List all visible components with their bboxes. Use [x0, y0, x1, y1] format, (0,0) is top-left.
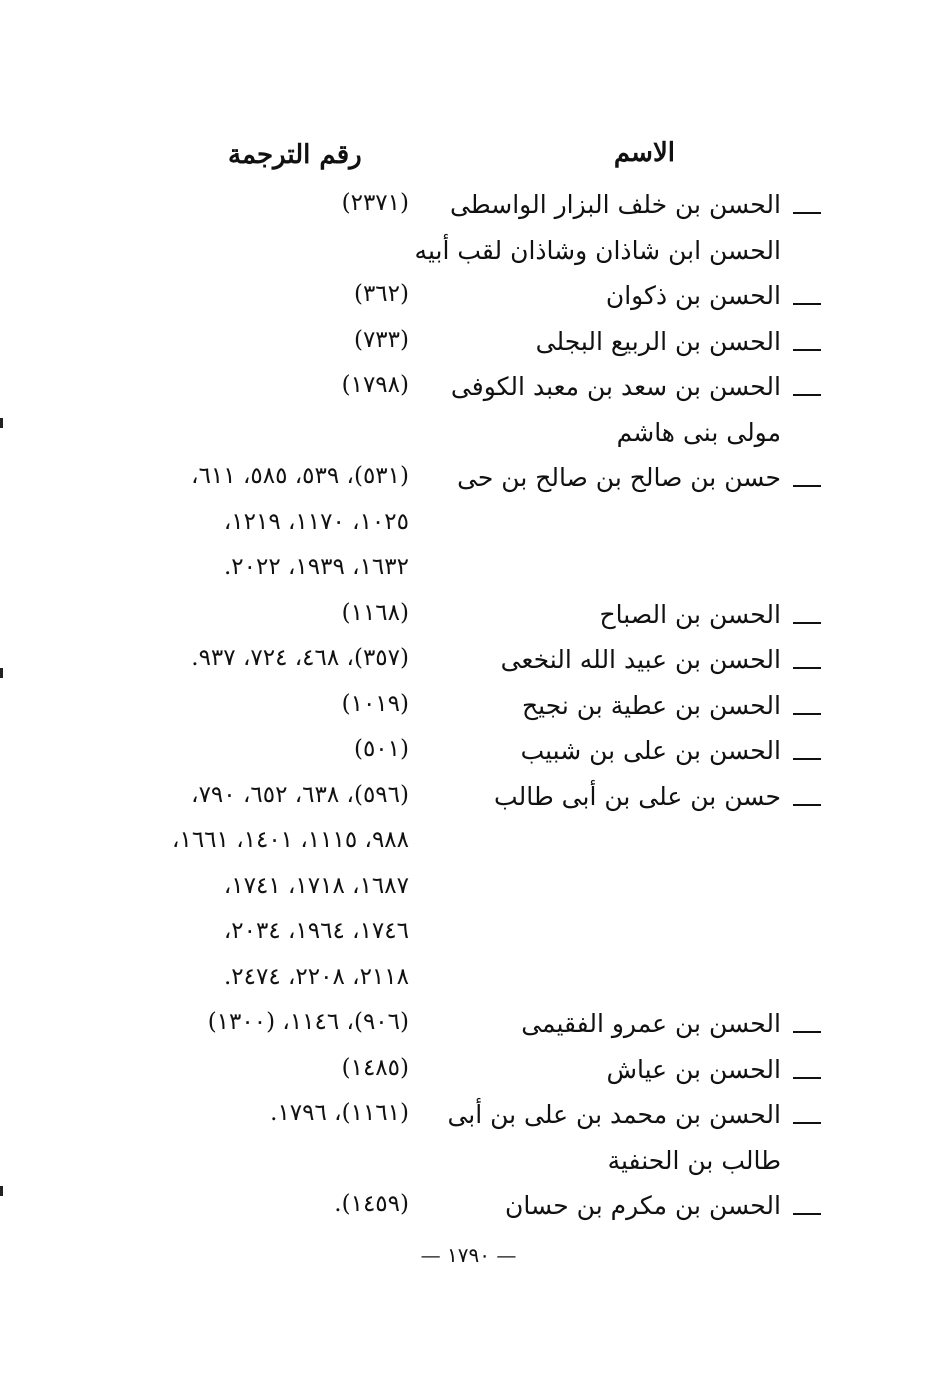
index-entry-row [0, 554, 937, 600]
entry-translation-numbers: (١٠١٩) [341, 691, 409, 717]
edge-mark [0, 418, 3, 428]
index-entry-row [0, 964, 937, 1010]
index-entry-row [0, 873, 937, 919]
entry-translation-numbers: (١١٦١)، ١٧٩٦. [270, 1100, 409, 1126]
entry-name: الحسن بن محمد بن على بن أبى [447, 1100, 781, 1129]
entry-name: الحسن بن عبيد الله النخعى [500, 645, 781, 674]
entry-dash [793, 1122, 821, 1124]
page-number: — ١٧٩٠ — [420, 1243, 517, 1267]
index-entry-row [0, 600, 937, 646]
edge-mark [0, 668, 3, 678]
index-entry-row [0, 691, 937, 737]
index-entry-row [0, 190, 937, 236]
index-entry-row [0, 827, 937, 873]
index-entry-row [0, 1055, 937, 1101]
entry-dash [793, 1077, 821, 1079]
index-entry-row [0, 418, 937, 464]
entry-name: الحسن بن على بن شبيب [520, 736, 781, 765]
entry-name: الحسن بن الصباح [599, 600, 781, 629]
entry-translation-numbers: (٥٣١)، ٥٣٩، ٥٨٥، ٦١١، [191, 463, 409, 489]
index-entry-row [0, 1009, 937, 1055]
entry-name: الحسن بن عياش [606, 1055, 781, 1084]
entry-translation-numbers: ١٧٤٦، ١٩٦٤، ٢٠٣٤، [223, 918, 409, 944]
entry-name: حسن بن على بن أبى طالب [494, 782, 781, 811]
entry-name: الحسن بن عطية بن نجيح [522, 691, 781, 720]
index-entry-row [0, 1191, 937, 1237]
entry-name: الحسن ابن شاذان وشاذان لقب أبيه [414, 236, 781, 265]
entry-translation-numbers: (٥٩٦)، ٦٣٨، ٦٥٢، ٧٩٠، [191, 782, 409, 808]
entry-translation-numbers: (١٤٨٥) [341, 1055, 409, 1081]
entry-dash [793, 303, 821, 305]
entry-translation-numbers: (٥٠١) [353, 736, 409, 762]
entry-translation-numbers: ٢١١٨، ٢٢٠٨، ٢٤٧٤. [223, 964, 409, 990]
entry-translation-numbers: (٩٠٦)، ١١٤٦، (١٣٠٠) [207, 1009, 409, 1035]
index-entry-row [0, 645, 937, 691]
entry-name: الحسن بن مكرم بن حسان [504, 1191, 781, 1220]
entry-dash [793, 804, 821, 806]
entry-dash [793, 1031, 821, 1033]
entry-dash [793, 212, 821, 214]
entry-translation-numbers: ١٠٢٥، ١١٧٠، ١٢١٩، [223, 509, 409, 535]
entry-dash [793, 713, 821, 715]
entry-translation-numbers: (٣٦٢) [353, 281, 409, 307]
index-entry-row [0, 736, 937, 782]
entry-name: الحسن بن عمرو الفقيمى [521, 1009, 781, 1038]
entry-translation-numbers: (١١٦٨) [341, 600, 409, 626]
index-entry-row [0, 782, 937, 828]
entry-dash [793, 485, 821, 487]
index-entry-row [0, 1146, 937, 1192]
entry-name: الحسن بن سعد بن معبد الكوفى [450, 372, 781, 401]
entry-translation-numbers: (٣٥٧)، ٤٦٨، ٧٢٤، ٩٣٧. [191, 645, 409, 671]
index-entry-row [0, 372, 937, 418]
index-entry-row [0, 918, 937, 964]
index-entry-row [0, 1100, 937, 1146]
index-entry-row [0, 509, 937, 555]
index-entry-row [0, 281, 937, 327]
entry-name: الحسن بن خلف البزار الواسطى [449, 190, 781, 219]
entry-dash [793, 1213, 821, 1215]
entry-dash [793, 758, 821, 760]
entry-name: الحسن بن ذكوان [605, 281, 781, 310]
index-entry-row [0, 463, 937, 509]
entry-translation-numbers: (٢٣٧١) [341, 190, 409, 216]
edge-mark [0, 1186, 3, 1196]
entry-translation-numbers: ٩٨٨، ١١١٥، ١٤٠١، ١٦٦١، [172, 827, 409, 853]
entry-translation-numbers: (١٤٥٩). [334, 1191, 409, 1217]
entry-translation-numbers: ١٦٨٧، ١٧١٨، ١٧٤١، [223, 873, 409, 899]
index-entry-row [0, 327, 937, 373]
column-header-name: الاسم [613, 138, 675, 168]
entry-name: طالب بن الحنفية [607, 1146, 781, 1175]
entry-name: الحسن بن الربيع البجلى [535, 327, 781, 356]
entry-dash [793, 394, 821, 396]
entry-name: حسن بن صالح بن صالح بن حى [457, 463, 781, 492]
index-entry-row [0, 236, 937, 282]
column-header-translation-number: رقم الترجمة [228, 140, 362, 170]
entry-dash [793, 622, 821, 624]
entry-name: مولى بنى هاشم [616, 418, 781, 447]
entry-dash [793, 667, 821, 669]
entry-dash [793, 349, 821, 351]
entry-translation-numbers: ١٦٣٢، ١٩٣٩، ٢٠٢٢. [223, 554, 409, 580]
entry-translation-numbers: (١٧٩٨) [341, 372, 409, 398]
entry-translation-numbers: (٧٣٣) [353, 327, 409, 353]
